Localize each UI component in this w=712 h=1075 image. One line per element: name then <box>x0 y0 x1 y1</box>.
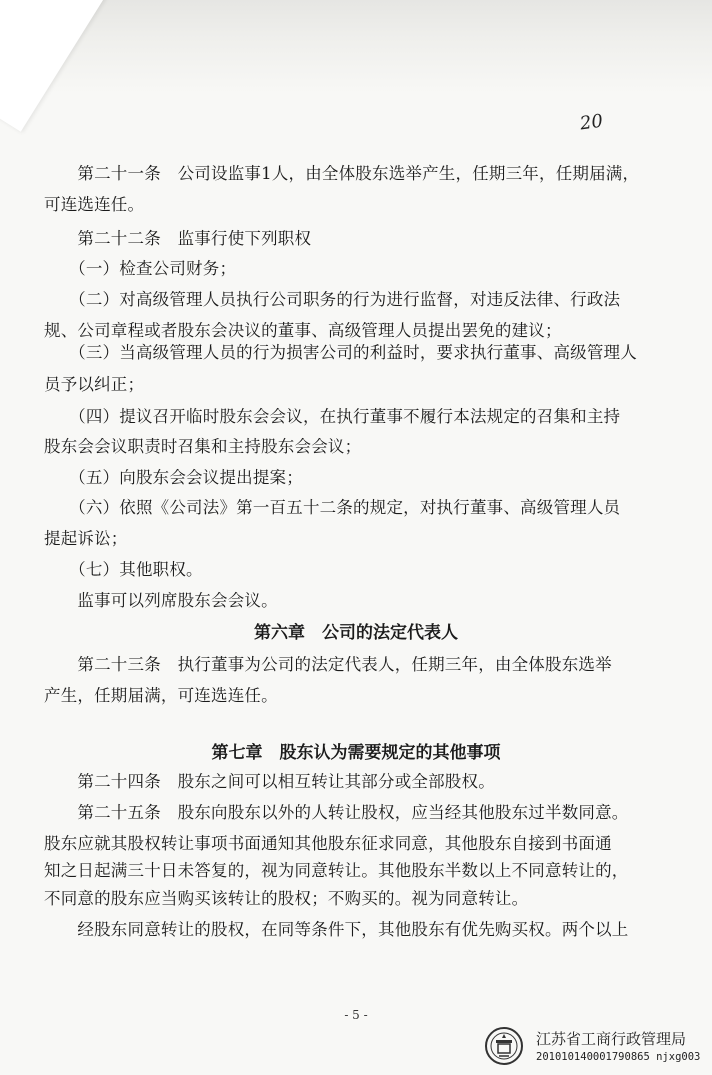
chapter-heading: 第六章 公司的法定代表人 <box>254 623 458 643</box>
scan-shadow <box>0 0 712 95</box>
text-line: 第二十三条 执行董事为公司的法定代表人，任期三年，由全体股东选举 <box>44 655 612 674</box>
registration-stamp <box>484 1024 712 1075</box>
stamp-code: 201010140001790865 njxg003 <box>536 1051 701 1063</box>
text-line: （四）提议召开临时股东会会议，在执行董事不履行本法规定的召集和主持 <box>44 407 621 426</box>
text-line: （六）依照《公司法》第一百五十二条的规定，对执行董事、高级管理人员 <box>44 498 621 517</box>
text-line: 股东应就其股权转让事项书面通知其他股东征求同意，其他股东自接到书面通 <box>44 834 612 853</box>
handwritten-page-mark: 20 <box>578 110 605 135</box>
text-line: 规、公司章程或者股东会决议的董事、高级管理人员提出罢免的建议； <box>44 321 562 340</box>
text-line: 第二十五条 股东向股东以外的人转让股权，应当经其他股东过半数同意。 <box>44 803 629 822</box>
chapter-heading: 第七章 股东认为需要规定的其他事项 <box>211 743 501 763</box>
text-line: 知之日起满三十日未答复的，视为同意转让。其他股东半数以上不同意转让的， <box>44 861 629 880</box>
text-line: 第二十四条 股东之间可以相互转让其部分或全部股权。 <box>44 772 495 791</box>
text-line: （一）检查公司财务； <box>44 259 237 278</box>
text-line: 可连选连任。 <box>44 195 145 214</box>
text-line: 监事可以列席股东会会议。 <box>44 591 278 610</box>
text-line: 不同意的股东应当购买该转让的股权；不购买的。视为同意转让。 <box>44 889 529 908</box>
text-line: （五）向股东会会议提出提案； <box>44 468 303 487</box>
text-line: 第二十二条 监事行使下列职权 <box>44 229 312 248</box>
stamp-title: 江苏省工商行政管理局 <box>536 1030 687 1048</box>
text-line: 第二十一条 公司设监事1人，由全体股东选举产生，任期三年，任期届满， <box>44 164 640 183</box>
text-line: 股东会会议职责时召集和主持股东会会议； <box>44 437 362 456</box>
text-line: 员予以纠正； <box>44 375 145 394</box>
text-line: （三）当高级管理人员的行为损害公司的利益时，要求执行董事、高级管理人 <box>44 343 637 362</box>
text-line: 产生，任期届满，可连选连任。 <box>44 686 278 705</box>
page-number: - 5 - <box>344 1008 368 1022</box>
text-line: 提起诉讼； <box>44 529 128 548</box>
text-line: （二）对高级管理人员执行公司职务的行为进行监督，对违反法律、行政法 <box>44 290 621 309</box>
government-seal-icon <box>484 1026 524 1066</box>
text-line: （七）其他职权。 <box>44 560 203 579</box>
text-line: 经股东同意转让的股权，在同等条件下，其他股东有优先购买权。两个以上 <box>44 920 629 939</box>
